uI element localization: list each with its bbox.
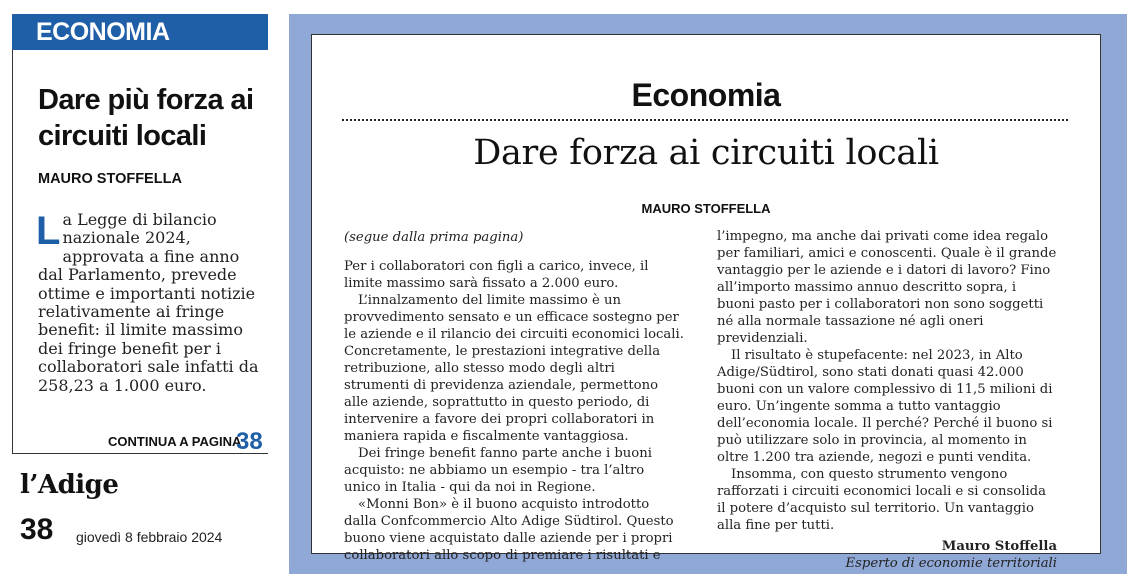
article-section-title: Economia [631, 77, 781, 113]
article-intro: (segue dalla prima pagina) [344, 230, 524, 245]
article-column-left [344, 229, 684, 564]
continue-link-label[interactable]: CONTINUA A PAGINA [108, 434, 242, 449]
signature-role: Esperto di economie territoriali [845, 556, 1057, 571]
page-number: 38 [20, 513, 54, 546]
newspaper-masthead: l’Adige [20, 470, 119, 500]
article-frame [289, 14, 1127, 574]
continue-page-number[interactable]: 38 [236, 428, 263, 455]
article-page [311, 34, 1101, 571]
teaser-body [38, 211, 268, 395]
page-date: giovedì 8 febbraio 2024 [76, 529, 223, 545]
teaser-body-text: a Legge di bilancio nazionale 2024, approvata a fine anno dal Parlamento, prevede ottime e importanti notizie relativamente ai fringe benefit: il limite massimo dei fringe benefit per i collaboratori sale infatti da 258,23 a 1.000 euro. [38, 210, 259, 395]
article-paragraph: l’impegno, ma anche dai privati come idea regalo per familiari, amici e conoscenti. Quale è il grande vantaggio per le aziende e i datori di lavoro? Fino all’importo massimo annuo descritto sopra, i buoni pasto per i collaboratori non sono soggetti né alla normale tassazione né agli oneri previdenziali. [717, 229, 1057, 346]
dotted-divider [342, 119, 1068, 121]
article-paragraph: L’innalzamento del limite massimo è un provvedimento sensato e un efficace sostegno per le aziende e il rilancio dei circuiti economici locali. Concretamente, le prestazioni integrative della retribuzione, allo stesso modo degli altri strumenti di previdenza aziendale, permettono alle aziende, soprattutto in questo periodo, di intervenire a favore dei propri collaboratori in maniera rapida e fiscalmente vantaggiosa. [344, 293, 684, 444]
article-author: MAURO STOFFELLA [641, 201, 771, 216]
article-paragraph: Insomma, con questo strumento vengono rafforzati i circuiti economici locali e si consolida il potere d’acquisto sul territorio. Un vantaggio alla fine per tutti. [717, 467, 1046, 533]
article-paragraph: Per i collaboratori con figli a carico, invece, il limite massimo sarà fissato a 2.000 euro. [344, 259, 649, 291]
section-banner: ECONOMIA [12, 14, 268, 50]
drop-cap: L [36, 209, 61, 253]
article-paragraph: «Monni Bon» è il buono acquisto introdotto dalla Confcommercio Alto Adige Südtirol. Questo buono viene acquistato dalle aziende per i propri collaboratori allo scopo di premiare i risultati e [344, 497, 674, 563]
front-page-teaser [0, 0, 280, 584]
teaser-author: MAURO STOFFELLA [38, 171, 182, 187]
article-paragraph: Il risultato è stupefacente: nel 2023, in Alto Adige/Südtirol, sono stati donati quasi 42.000 buoni con un valore complessivo di 11,5 milioni di euro. Un’ingente somma a tutto vantaggio dell’economia locale. Il perché? Perché il buono si può utilizzare solo in provincia, al momento in oltre 1.200 tra aziende, negozi e punti vendita. [717, 348, 1053, 465]
teaser-headline: Dare più forza ai circuiti locali [38, 84, 254, 152]
article-paragraph: Dei fringe benefit fanno parte anche i buoni acquisto: ne abbiamo un esempio - tra l’altro unico in Italia - qui da noi in Regione. [344, 446, 652, 495]
article-column-right [717, 228, 1057, 572]
signature-name: Mauro Stoffella [941, 539, 1057, 554]
article-title: Dare forza ai circuiti locali [473, 133, 939, 173]
